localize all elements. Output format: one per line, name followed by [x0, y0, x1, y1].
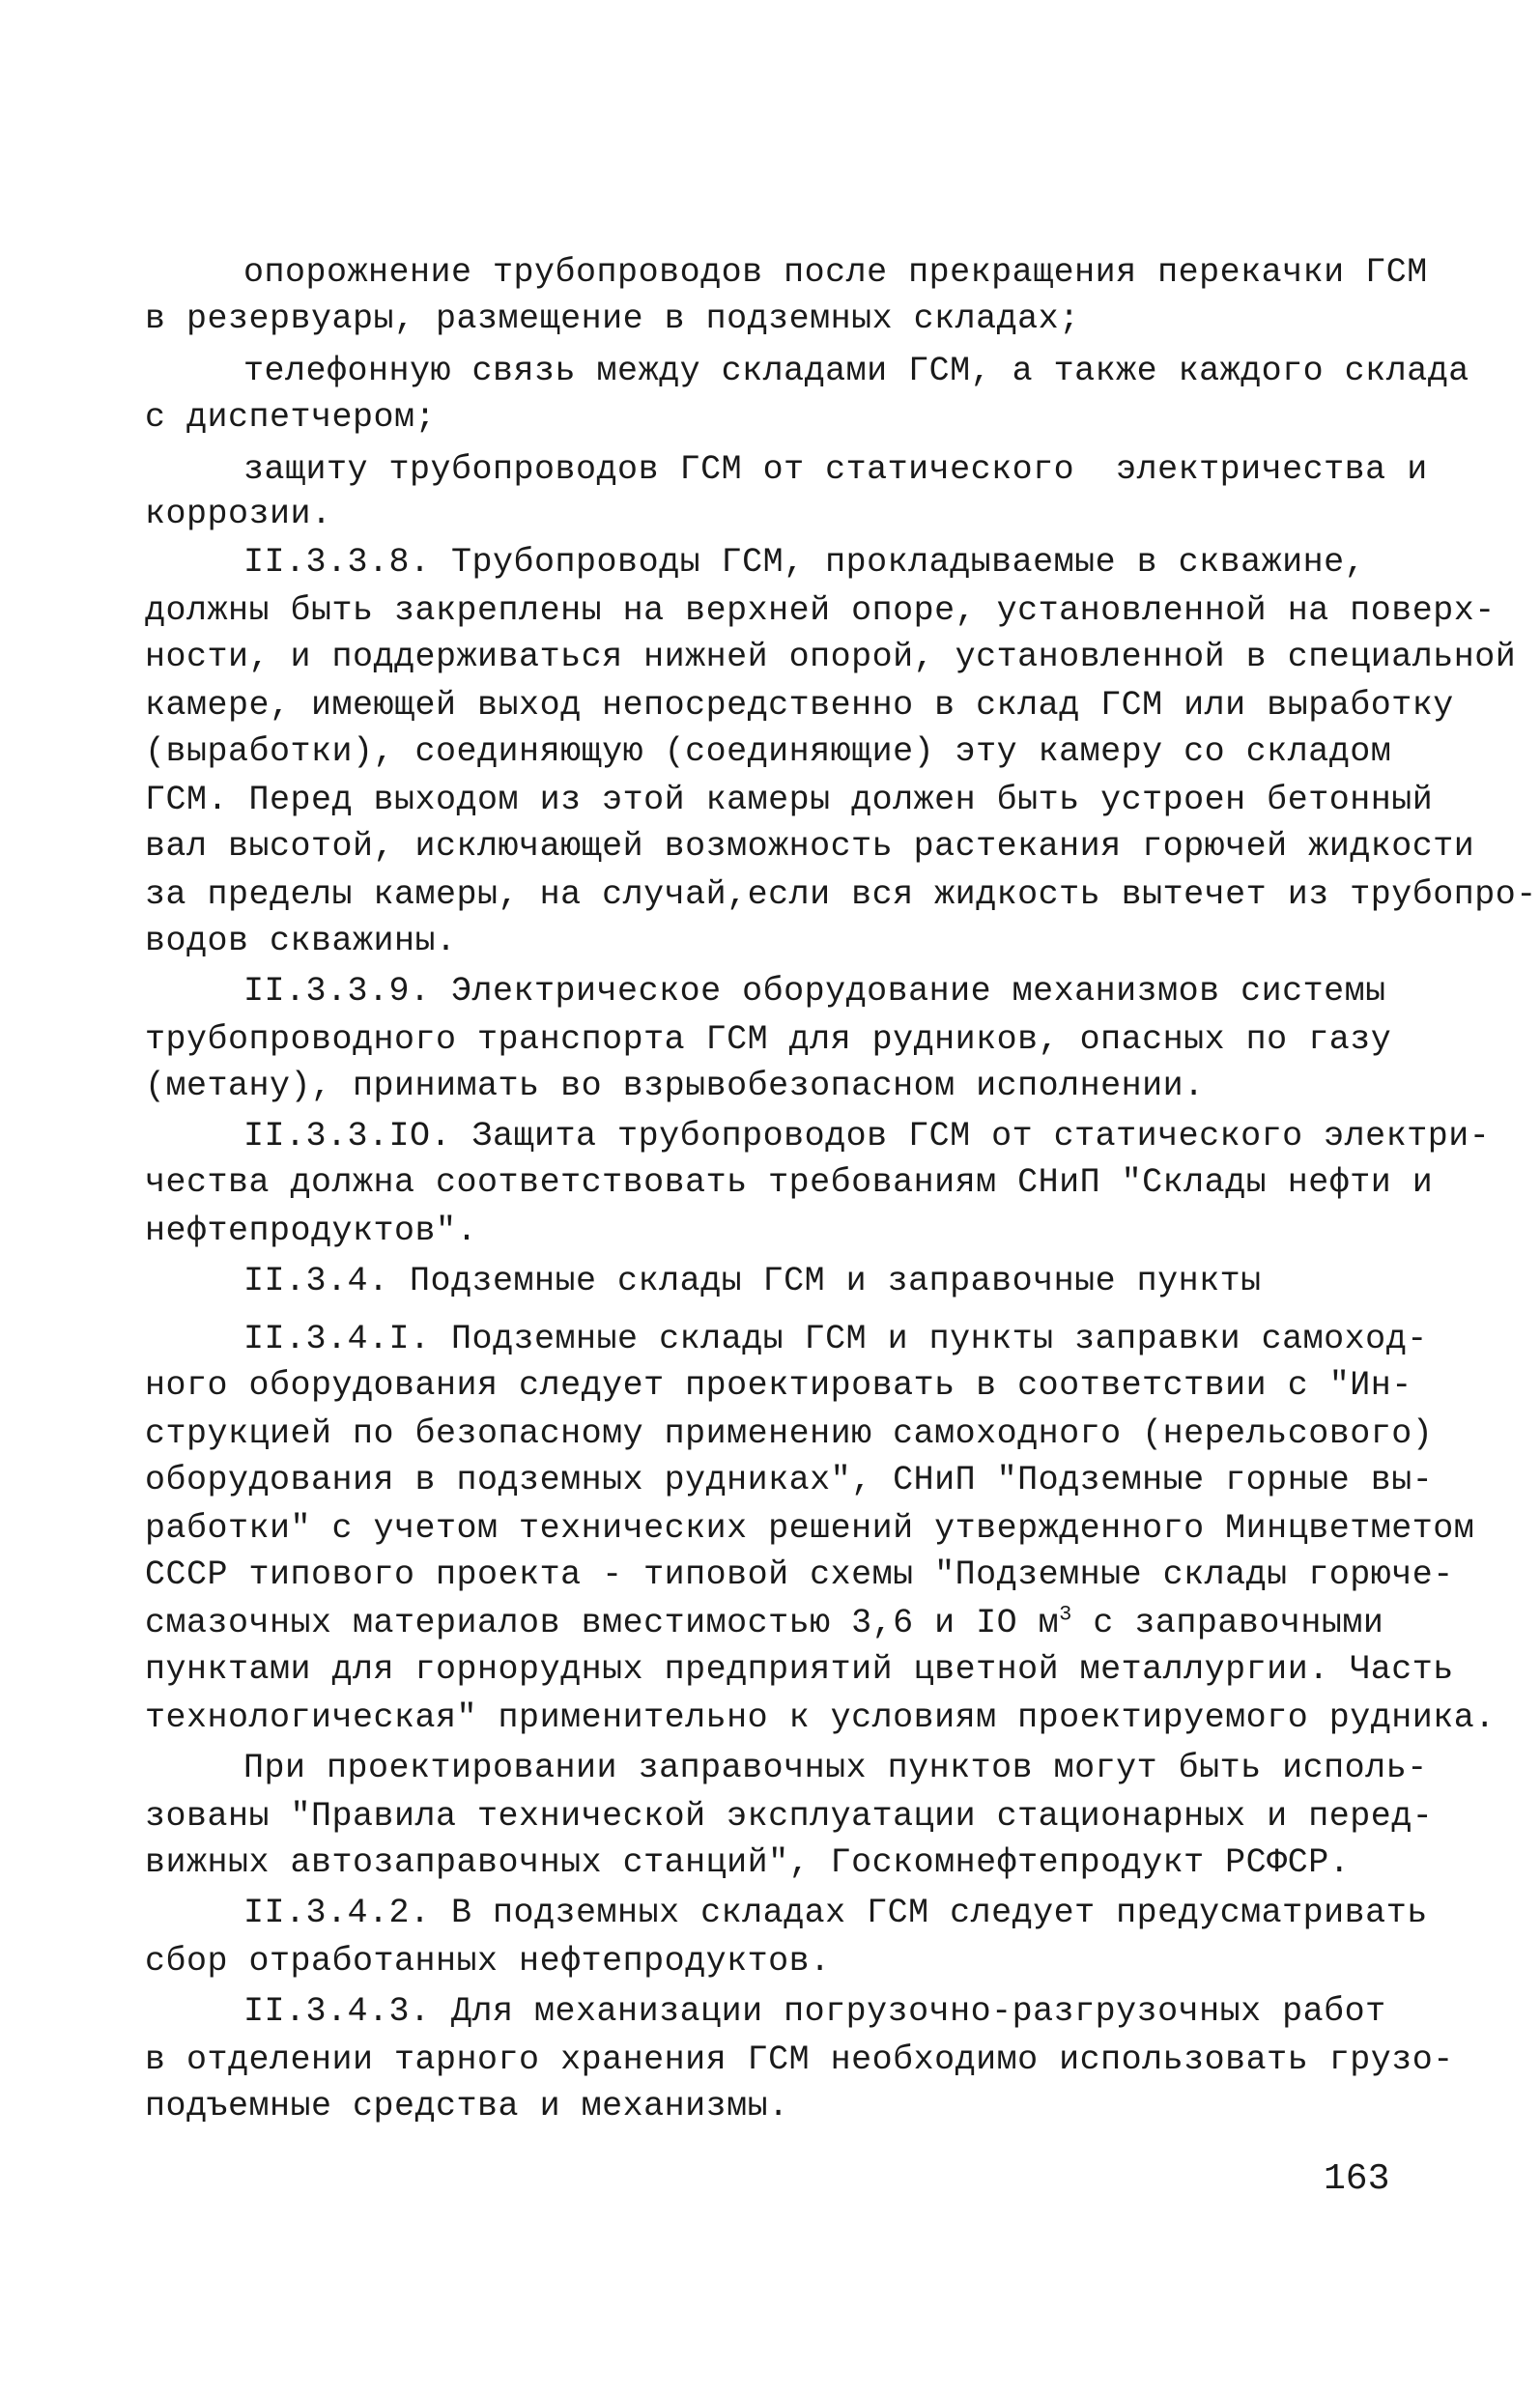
text-line: должны быть закреплены на верхней опоре, установленной на поверх-: [145, 591, 1496, 630]
text-line: телефонную связь между складами ГСМ, а также каждого склада: [243, 352, 1469, 390]
text-line: пунктами для горнорудных предприятий цветной металлургии. Часть: [145, 1650, 1454, 1689]
text-line: вижных автозаправочных станций", Госкомнефтепродукт РСФСР.: [145, 1843, 1351, 1882]
text-line: вал высотой, исключающей возможность растекания горючей жидкости: [145, 827, 1475, 866]
text-line: ГСМ. Перед выходом из этой камеры должен быть устроен бетонный: [145, 781, 1434, 819]
text-segment: с заправочными: [1071, 1604, 1384, 1642]
text-line: нефтепродуктов".: [145, 1212, 478, 1250]
text-line: чества должна соответствовать требованиям СНиП "Склады нефти и: [145, 1163, 1434, 1202]
text-line: подъемные средства и механизмы.: [145, 2087, 789, 2125]
text-line: (выработки), соединяющую (соединяющие) эту камеру со складом: [145, 732, 1392, 771]
text-line: (метану), принимать во взрывобезопасном исполнении.: [145, 1067, 1205, 1105]
superscript: 3: [1059, 1602, 1072, 1627]
text-line: оборудования в подземных рудниках", СНиП "Подземные горные вы-: [145, 1461, 1434, 1499]
text-line: за пределы камеры, на случай,если вся жидкость вытечет из трубопро-: [145, 875, 1537, 914]
text-line: струкцией по безопасному применению самоходного (нерельсового): [145, 1414, 1434, 1453]
section-heading: II.3.4.I. Подземные склады ГСМ и пункты заправки самоход-: [243, 1320, 1428, 1358]
section-heading: II.3.3.IO. Защита трубопроводов ГСМ от статического электри-: [243, 1117, 1491, 1155]
section-heading: II.3.4.2. В подземных складах ГСМ следует предусматривать: [243, 1894, 1428, 1932]
text-line: опорожнение трубопроводов после прекращения перекачки ГСМ: [243, 253, 1428, 292]
text-line: зованы "Правила технической эксплуатации стационарных и перед-: [145, 1797, 1434, 1836]
text-line: [145, 1600, 1383, 1646]
text-line: водов скважины.: [145, 922, 457, 960]
section-heading: II.3.4.3. Для механизации погрузочно-разгрузочных работ: [243, 1992, 1386, 2031]
text-line: коррозии.: [145, 495, 332, 533]
text-line: При проектировании заправочных пунктов могут быть исполь-: [243, 1749, 1428, 1787]
text-line: защиту трубопроводов ГСМ от статического электричества и: [243, 450, 1428, 489]
text-line: в отделении тарного хранения ГСМ необходимо использовать грузо-: [145, 2040, 1454, 2079]
text-line: технологическая" применительно к условиям проектируемого рудника.: [145, 1698, 1496, 1737]
text-segment: смазочных материалов вместимостью 3,6 и IO м: [145, 1604, 1060, 1642]
text-line: с диспетчером;: [145, 398, 437, 437]
text-line: в резервуары, размещение в подземных складах;: [145, 300, 1080, 338]
text-line: камере, имеющей выход непосредственно в склад ГСМ или выработку: [145, 686, 1454, 725]
text-line: трубопроводного транспорта ГСМ для рудников, опасных по газу: [145, 1020, 1392, 1059]
text-line: работки" с учетом технических решений утвержденного Минцветметом: [145, 1509, 1475, 1548]
section-heading: II.3.3.8. Трубопроводы ГСМ, прокладываемые в скважине,: [243, 543, 1366, 582]
page-number: 163: [1324, 2158, 1390, 2200]
text-line: СССР типового проекта - типовой схемы "Подземные склады горюче-: [145, 1555, 1454, 1594]
section-heading: II.3.3.9. Электрическое оборудование механизмов системы: [243, 972, 1386, 1011]
text-line: ности, и поддерживаться нижней опорой, установленной в специальной: [145, 638, 1517, 676]
text-line: сбор отработанных нефтепродуктов.: [145, 1942, 831, 1981]
text-line: ного оборудования следует проектировать в соответствии с "Ин-: [145, 1366, 1412, 1405]
section-heading: II.3.4. Подземные склады ГСМ и заправочные пункты: [243, 1262, 1262, 1300]
